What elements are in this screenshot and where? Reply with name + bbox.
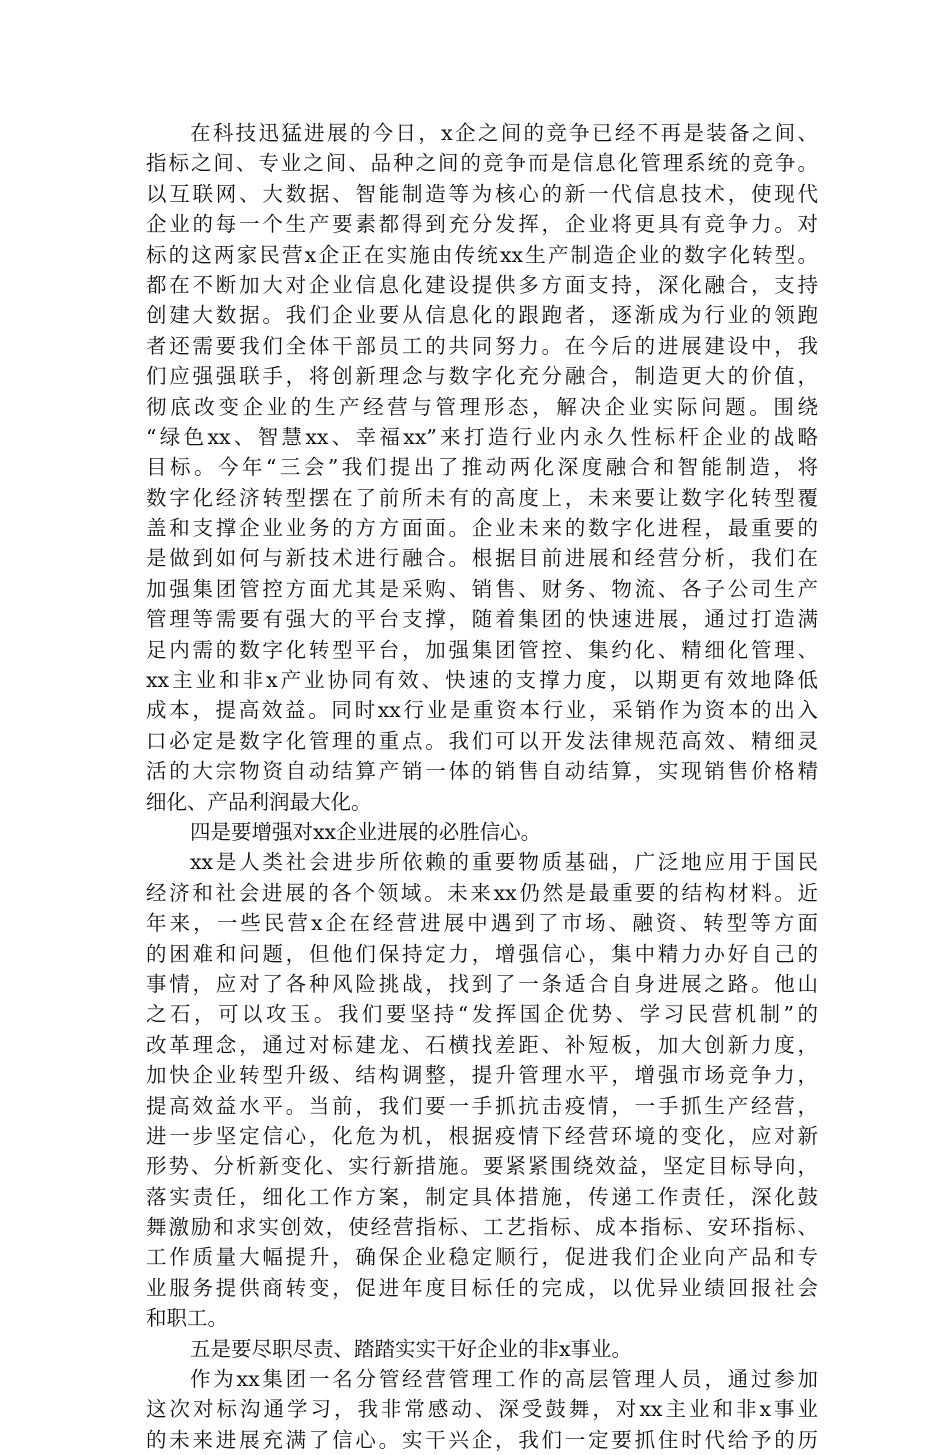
text-line: 加强集团管控方面尤其是采购、销售、财务、物流、各子公司生产	[146, 576, 818, 601]
text-line: “绿色xx、智慧xx、幸福xx”来打造行业内永久性标杆企业的战略	[146, 424, 818, 449]
text-line: 以互联网、大数据、智能制造等为核心的新一代信息技术，使现代	[146, 181, 818, 206]
text-line: 盖和支撑企业业务的方方面面。企业未来的数字化进程，最重要的	[146, 516, 818, 541]
text-line: 舞激励和求实创效，使经营指标、工艺指标、成本指标、安环指标、	[146, 1215, 818, 1240]
text-line: xx是人类社会进步所依赖的重要物质基础，广泛地应用于国民	[190, 850, 818, 875]
text-line: 年来，一些民营x企在经营进展中遇到了市场、融资、转型等方面	[146, 911, 818, 936]
text-line: 五是要尽职尽责、踏踏实实干好企业的非x事业。	[190, 1336, 633, 1361]
text-line: 彻底改变企业的生产经营与管理形态，解决企业实际问题。围绕	[146, 394, 818, 419]
text-line: 目标。今年“三会”我们提出了推动两化深度融合和智能制造，将	[146, 455, 818, 480]
text-line: 经济和社会进展的各个领域。未来xx仍然是最重要的结构材料。近	[146, 880, 818, 905]
text-line: 进一步坚定信心，化危为机，根据疫情下经营环境的变化，应对新	[146, 1123, 818, 1148]
text-line: 作为xx集团一名分管经营管理工作的高层管理人员，通过参加	[190, 1367, 818, 1392]
text-line: 企业的每一个生产要素都得到充分发挥，企业将更具有竞争力。对	[146, 212, 818, 237]
text-line: 活的大宗物资自动结算产销一体的销售自动结算，实现销售价格精	[146, 759, 818, 784]
text-line: 在科技迅猛进展的今日，x企之间的竞争已经不再是装备之间、	[190, 121, 818, 145]
text-line: 管理等需要有强大的平台支撑，随着集团的快速进展，通过打造满	[146, 607, 818, 632]
text-line: 是做到如何与新技术进行融合。根据目前进展和经营分析，我们在	[146, 546, 818, 571]
text-line: 改革理念，通过对标建龙、石横找差距、补短板，加大创新力度，	[146, 1032, 818, 1057]
text-line: 们应强强联手，将创新理念与数字化充分融合，制造更大的价值，	[146, 364, 818, 389]
text-line: 细化、产品利润最大化。	[146, 789, 372, 814]
text-line: 口必定是数字化管理的重点。我们可以开发法律规范高效、精细灵	[146, 728, 818, 753]
text-line: 成本，提高效益。同时xx行业是重资本行业，采销作为资本的出入	[146, 698, 818, 723]
text-line: 和职工。	[146, 1306, 228, 1331]
text-line: 业服务提供商转变，促进年度目标任的完成，以优异业绩回报社会	[146, 1275, 818, 1300]
text-line: 这次对标沟通学习，我非常感动、深受鼓舞，对xx主业和非x事业	[146, 1397, 818, 1422]
text-line: 都在不断加大对企业信息化建设提供多方面支持，深化融合，支持	[146, 272, 818, 297]
text-line: 数字化经济转型摆在了前所未有的高度上，未来要让数字化转型覆	[146, 485, 818, 510]
text-line: 落实责任，细化工作方案，制定具体措施，传递工作责任，深化鼓	[146, 1184, 818, 1209]
text-line: 者还需要我们全体干部员工的共同努力。在今后的进展建设中，我	[146, 333, 818, 358]
text-line: 创建大数据。我们企业要从信息化的跟跑者，逐渐成为行业的领跑	[146, 303, 818, 328]
document-page	[146, 118, 818, 1455]
text-line: 之石，可以攻玉。我们要坚持“发挥国企优势、学习民营机制”的	[146, 1002, 818, 1027]
text-line: 提高效益水平。当前，我们要一手抓抗击疫情，一手抓生产经营，	[146, 1093, 818, 1118]
text-line: 的困难和问题，但他们保持定力，增强信心，集中精力办好自己的	[146, 941, 818, 966]
text-line: 指标之间、专业之间、品种之间的竞争而是信息化管理系统的竞争。	[146, 151, 818, 176]
text-line: 工作质量大幅提升，确保企业稳定顺行，促进我们企业向产品和专	[146, 1245, 818, 1270]
text-line: 事情，应对了各种风险挑战，找到了一条适合自身进展之路。他山	[146, 971, 818, 996]
text-line: 的未来进展充满了信心。实干兴企，我们一定要抓住时代给予的历	[146, 1427, 818, 1452]
text-line: xx主业和非x产业协同有效、快速的支撑力度，以期更有效地降低	[146, 668, 818, 693]
text-line: 标的这两家民营x企正在实施由传统xx生产制造企业的数字化转型。	[146, 242, 818, 267]
text-line: 足内需的数字化转型平台，加强集团管控、集约化、精细化管理、	[146, 637, 818, 662]
text-line: 四是要增强对xx企业进展的必胜信心。	[190, 819, 542, 844]
text-line: 形势、分析新变化、实行新措施。要紧紧围绕效益，坚定目标导向，	[146, 1154, 818, 1179]
text-line: 加快企业转型升级、结构调整，提升管理水平，增强市场竞争力，	[146, 1063, 818, 1088]
